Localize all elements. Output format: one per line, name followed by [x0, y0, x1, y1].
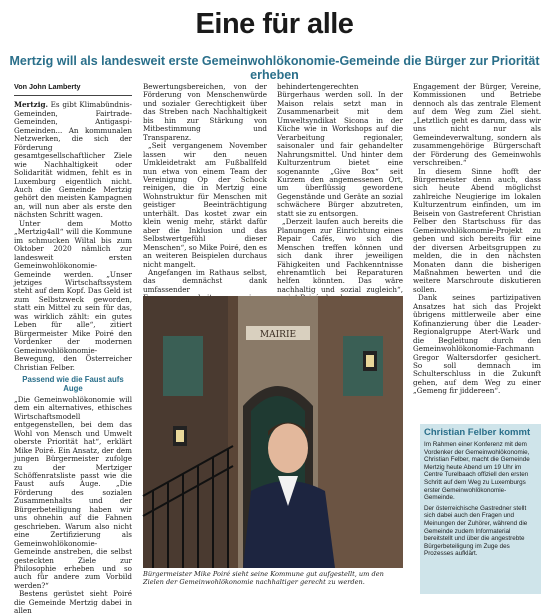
article-column-2	[143, 83, 267, 311]
dateline: Mertzig.	[14, 100, 48, 110]
article-column-3	[277, 83, 403, 303]
window-shutter	[163, 336, 203, 396]
mairie-sign-text: MAIRIE	[259, 330, 297, 340]
byline-divider	[14, 95, 132, 96]
paragraph: Dank seines partizipativen Ansatzes hat sich das Projekt übrigens mittlerweile aber eine Kofinanzierung über die Leader-Regionalgruppe Atert-Wark und die Begleitung durch den Gemeinwohlökonomie-Fachmann Gregor Waltersdorfer gesichert. So soll demnach im Schulterschluss in die Zukunft gehen, auf dem Weg zu einer „Gemeng fir jiddereen“.	[413, 293, 541, 396]
paragraph: Angefangen im Rathaus selbst, das demnächst dank umfassender	[143, 267, 267, 294]
photo-caption: Bürgermeister Mike Poiré sieht seine Kommune gut aufgestellt, um den Zielen der Gemeinwohlökonomie nachhaltiger gerecht zu werden.	[143, 570, 384, 586]
article-column-1	[14, 83, 132, 616]
byline: Von John Lamberty	[14, 82, 81, 91]
mayor-portrait-illustration	[143, 296, 403, 568]
article-photo	[143, 296, 403, 568]
wall-lantern	[363, 351, 377, 371]
paragraph: Bewertungsbereichen, von der Förderung von Menschenwürde und sozialer Gerechtigkeit über das Streben nach Nachhaltigkeit bis hin zur Stärkung von Mitbestimmung und Transparenz.	[143, 82, 267, 142]
paragraph	[14, 101, 132, 219]
subheadline: Mertzig will als landesweit erste Gemeinwohlökonomie-Gemeinde die Bürger zur Priorität erheben	[9, 54, 540, 82]
paragraph: „Seit vergangenem November lassen wir den neuen Umkleidetrakt am Fußballfeld nun etwa von einem Team der Vereinigung Op der Schock reinigen, die in Mertzig eine Wohnstruktur für Menschen mit geistiger Beeinträchtigung unterhält. Das kostet zwar ein klein wenig mehr, stärkt dafür aber die Inklusion und das Selbstwertgefühl dieser Menschen“, so Mike Poiré, den es an weiteren Beispielen durchaus nicht mangelt.	[143, 141, 267, 269]
paragraph: Engagement der Bürger, Vereine, Kommissionen und Betriebe dennoch als das zentrale Element auf dem Weg zum Ziel sieht. „Letztlich geht es darum, dass wir uns nicht nur als Gemeindeverwaltung, sondern als zusammengehörige Bürgerschaft der Förderung des Gemeinwohls verschreiben.“	[413, 82, 541, 168]
info-box-paragraph: Der österreichische Gastredner stellt sich dabei auch den Fragen und Meinungen der Zuhörer, während die Gemeinde zudem Informaterial bereitstellt und über die angestrebte Bürgerbeteiligung im Zuge des Prozesses aufklärt.	[424, 504, 528, 558]
headline: Eine für alle	[195, 8, 354, 40]
paragraph: behindertengerechten Bürgerhaus werden soll. In der Maison relais setzt man in Zusammenarbeit mit dem Umweltsyndikat Sicona in der Küche wie in Workshops auf die Verarbeitung regionaler, saisonaler und fair gehandelter Nahrungsmittel. Und hinter dem Kulturzentrum bietet eine sogenannte „Give Box“ seit Kurzem den angemessenen Ort, um überflüssig gewordene Gegenstände und Geräte an sozial schwächere Bürger abzutreten, statt sie zu entsorgen.	[277, 82, 403, 218]
paragraph: In diesem Sinne hofft der Bürgermeister denn auch, dass sich heute Abend möglichst zahlreiche Neugierige im lokalen Kulturzentrum einfinden, um im Beisein von Gastreferent Christian Felber den Startschuss für das Gemeinwohlökonomie-Projekt zu geben und sich bereits für eine der diversen Arbeitsgruppen zu melden, die in den nächsten Monaten dann die bisherigen Maßnahmen bewerten und die weitere Marschroute diskutieren sollen.	[413, 166, 541, 294]
info-box-paragraph: Im Rahmen einer Konferenz mit dem Vordenker der Gemeinwohlökonomie, Christian Felber, macht die Gemeinde Mertzig heute Abend um 19 Uhr im Centre Turelbaach offiziell den ersten Schritt auf dem Weg zu Luxemburgs erster Gemeinwohlökonomie-Gemeinde.	[424, 441, 530, 502]
wall-lantern	[173, 426, 187, 446]
paragraph: Bestens gerüstet sieht Poiré die Gemeinde Mertzig dabei in allen	[14, 589, 132, 616]
info-box-title: Christian Felber kommt	[424, 427, 531, 438]
paragraph: Unter dem Motto „Mertzig4all“ will die Kommune im schmucken Wiltal bis zum Oktober 2020 nämlich zur landesweit ersten Gemeinwohlökonomie-Gemeinde werden. „Unser jetziges Wirtschaftssystem steht auf dem Kopf. Das Geld ist zum Selbstzweck geworden, statt ein Mittel zu sein für das, was wirklich zählt: ein gutes Leben für alle“, zitiert Bürgermeister Mike Poiré den Vordenker der modernen Gemeinwohlökonomie-Bewegung, den Österreicher Christian Felber.	[14, 218, 132, 372]
section-subhead: Passend wie die Faust aufs Auge	[22, 374, 124, 393]
info-box	[420, 424, 541, 594]
paragraph-text: Es gibt Klimabündnis-Gemeinden, Fairtrade-Gemeinden, Antigaspi-Gemeinden... An kommunalen Netzwerken, die sich der Förderung gesamtgesellschaftlicher Ziele wie Nachhaltigkeit oder Solidarität widmen, fehlt es in Luxemburg eigentlich nicht. Auch die Gemeinde Mertzig gehört den meisten Kampagnen an, will nun aber als erste den nächsten Schritt wagen.	[14, 100, 132, 220]
article-column-4	[413, 83, 541, 396]
paragraph: „Derzeit laufen auch bereits die Planungen zur Einrichtung eines Repair Cafés, wo sich die Menschen treffen können und sich dank ihrer jeweiligen Fähigkeiten und Fachkenntnisse ehrenamtlich bei Reparaturen helfen könnten. Das wäre nachhaltig und sozial zugleich“,	[277, 217, 403, 294]
paragraph: „Die Gemeinwohlökonomie will dem ein alternatives, ethisches Wirtschaftsmodell entgegenstellen, bei dem das Wohl von Mensch und Umwelt oberste Priorität hat“, erklärt Mike Poiré. Ein Ansatz, der dem jungen Bürgermeister zufolge zu der Mertziger Schöffenratsliste passt wie die Faust aufs Auge. „Die Förderung des sozialen Zusammenhalts und der Bürgerbeteiligung haben wir uns ohnehin auf die Fahnen geschrieben. Warum also nicht eine Zertifizierung als Gemeinwohlökonomie-Gemeinde anstreben, die selbst gesteckten Ziele zur Philosophie erheben und so auch für andere zum Vorbild werden?“	[14, 394, 132, 590]
